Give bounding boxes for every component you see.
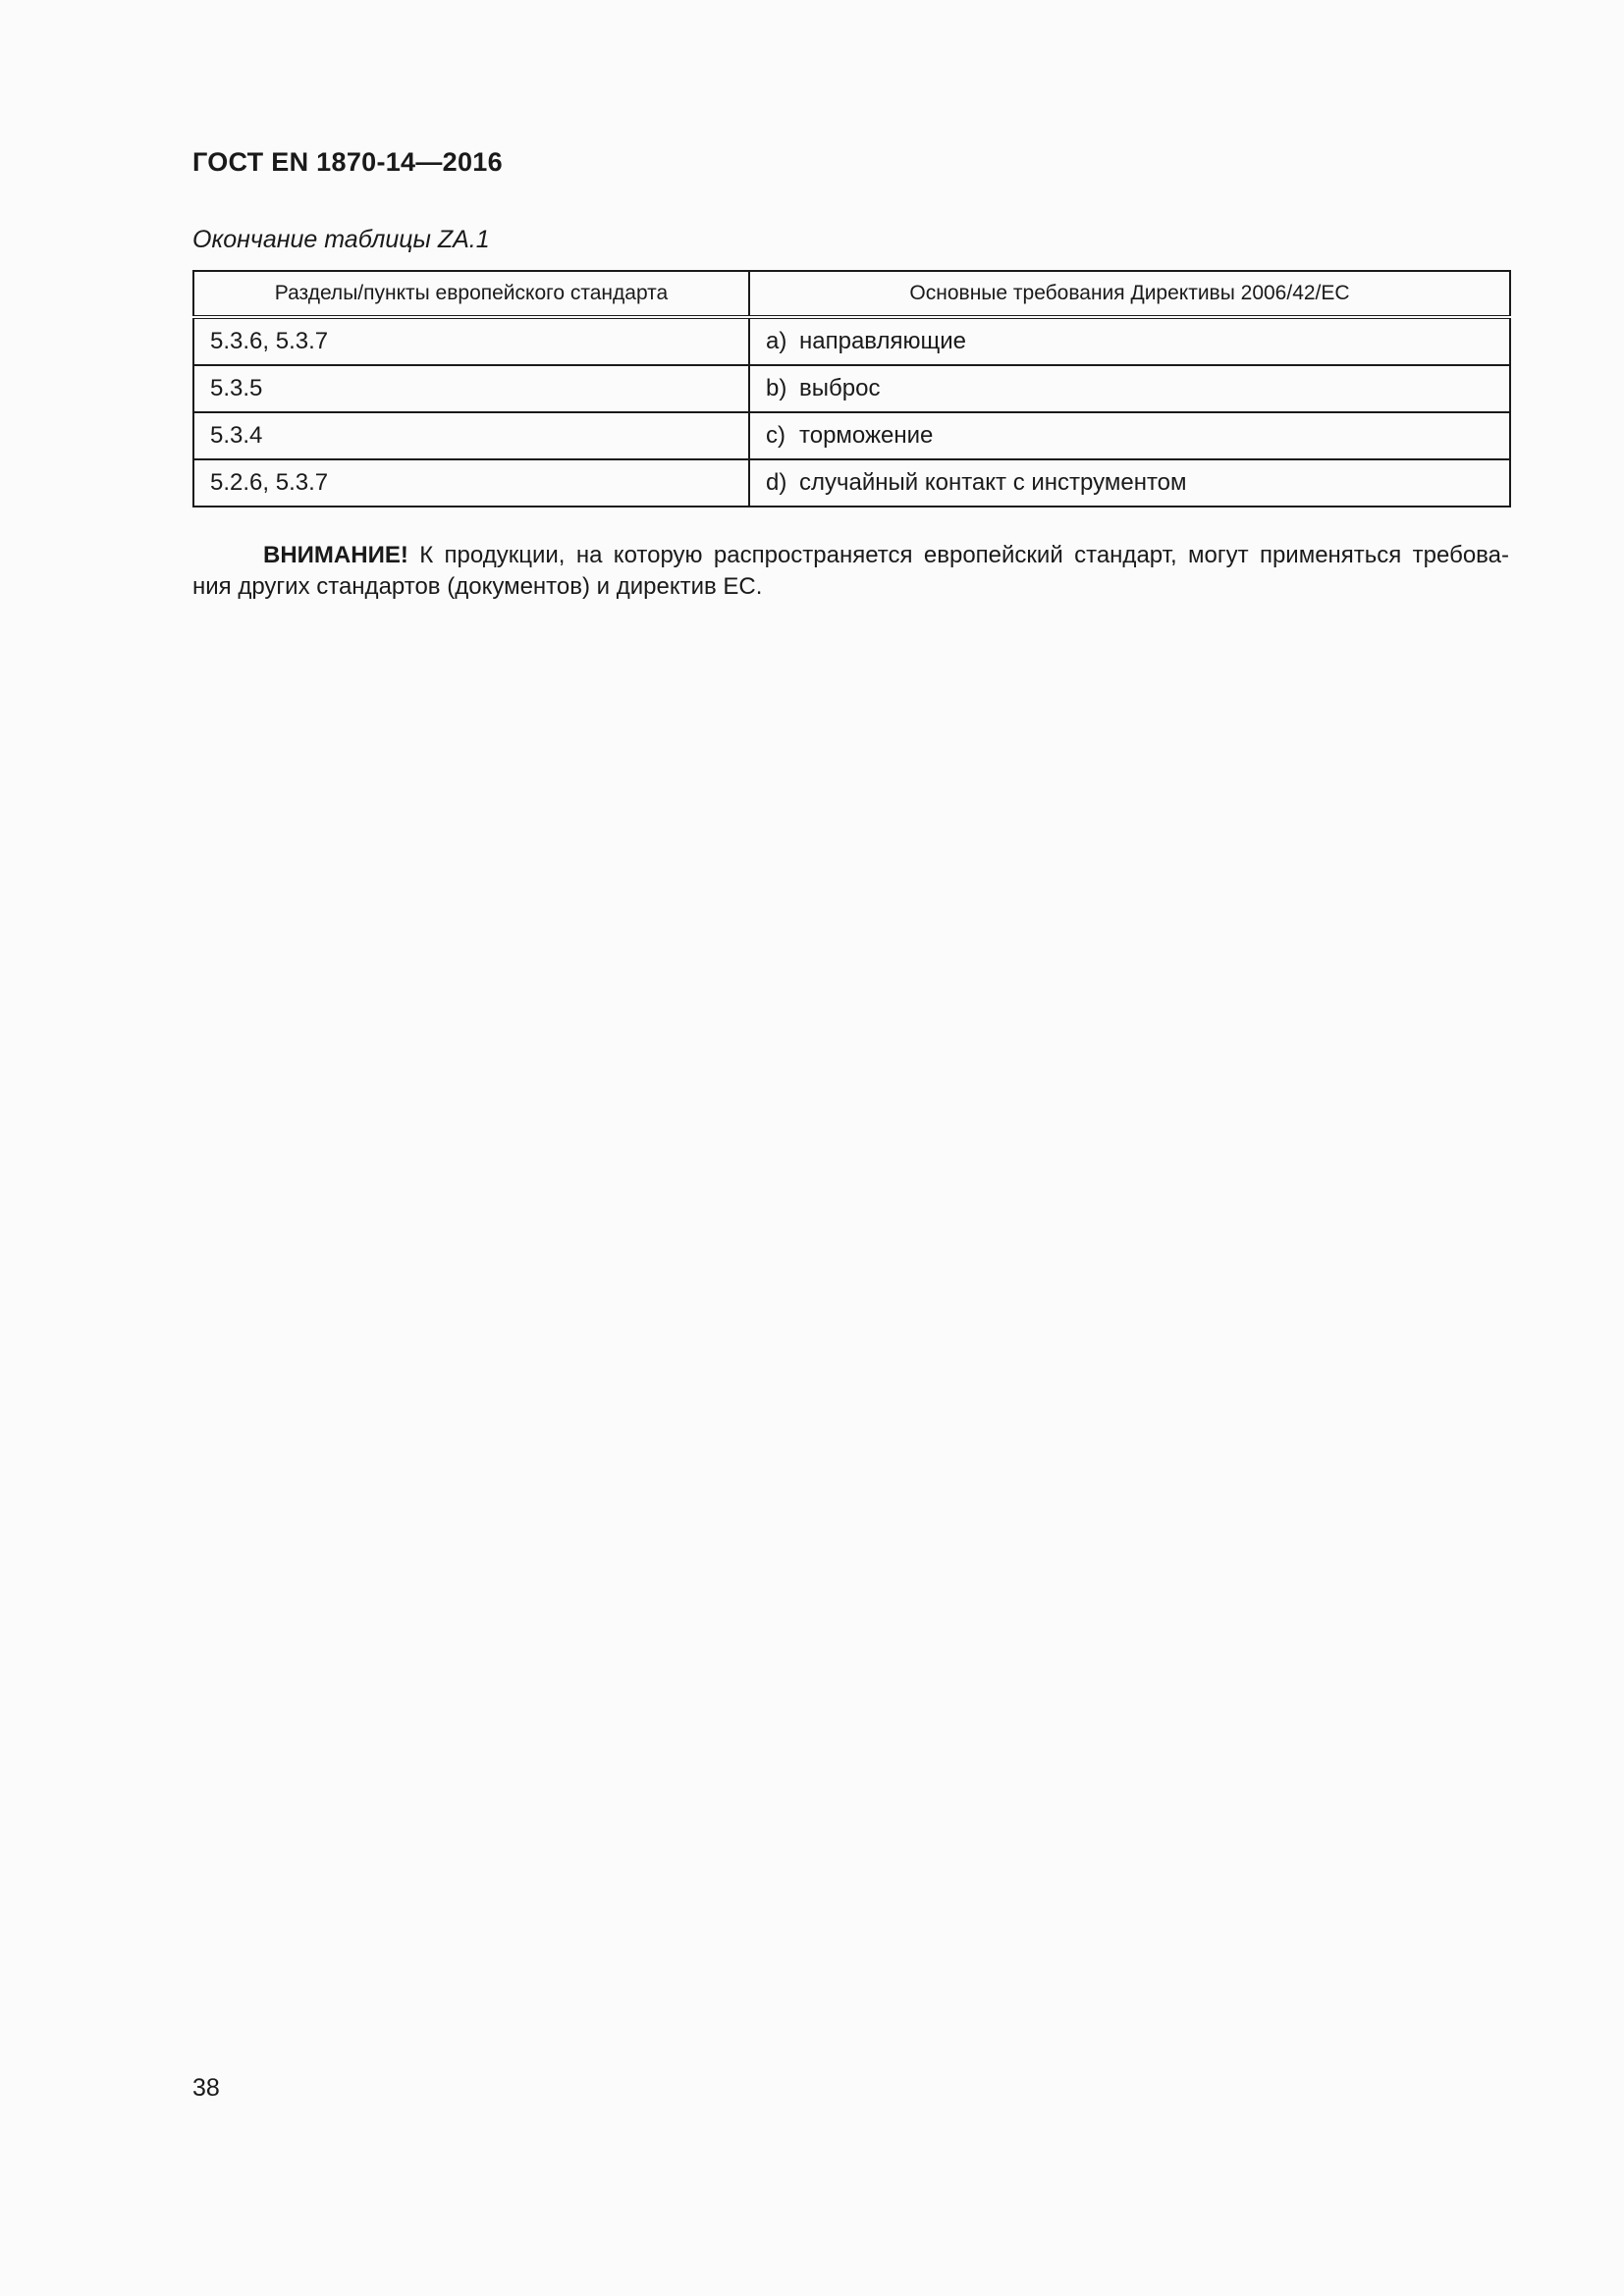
column-header-requirements: Основные требования Директивы 2006/42/ЕС (749, 271, 1510, 317)
clauses-cell: 5.3.6, 5.3.7 (193, 317, 749, 365)
notice-label: ВНИМАНИЕ! (263, 542, 408, 568)
table-header-row (193, 271, 1510, 317)
requirement-cell (749, 317, 1510, 365)
requirement-text: случайный контакт с инструментом (799, 469, 1187, 496)
requirements-table (192, 270, 1511, 507)
table-row (193, 412, 1510, 459)
notice-line-2: ния других стандартов (документов) и директив ЕС. (192, 573, 763, 600)
requirement-text: выброс (799, 375, 881, 401)
requirement-text: торможение (799, 422, 934, 449)
document-code-header: ГОСТ EN 1870-14—2016 (192, 147, 503, 177)
table-row (193, 365, 1510, 412)
clauses-cell: 5.3.4 (193, 412, 749, 459)
page-number: 38 (192, 2074, 220, 2102)
list-marker: c) (766, 422, 785, 449)
requirement-cell (749, 459, 1510, 507)
column-header-clauses: Разделы/пункты европейского стандарта (193, 271, 749, 317)
clauses-cell: 5.3.5 (193, 365, 749, 412)
table-row (193, 317, 1510, 365)
requirement-cell (749, 412, 1510, 459)
clauses-cell: 5.2.6, 5.3.7 (193, 459, 749, 507)
notice-line-1 (192, 540, 1509, 571)
notice-paragraph (192, 540, 1509, 603)
list-marker: a) (766, 328, 787, 354)
table-caption: Окончание таблицы ZA.1 (192, 226, 490, 253)
table-row (193, 459, 1510, 507)
list-marker: b) (766, 375, 787, 401)
requirement-text: направляющие (799, 328, 966, 354)
requirement-cell (749, 365, 1510, 412)
list-marker: d) (766, 469, 787, 496)
notice-text-1: К продукции, на которую распространяется европейский стандарт, могут применяться требова- (407, 542, 1509, 568)
